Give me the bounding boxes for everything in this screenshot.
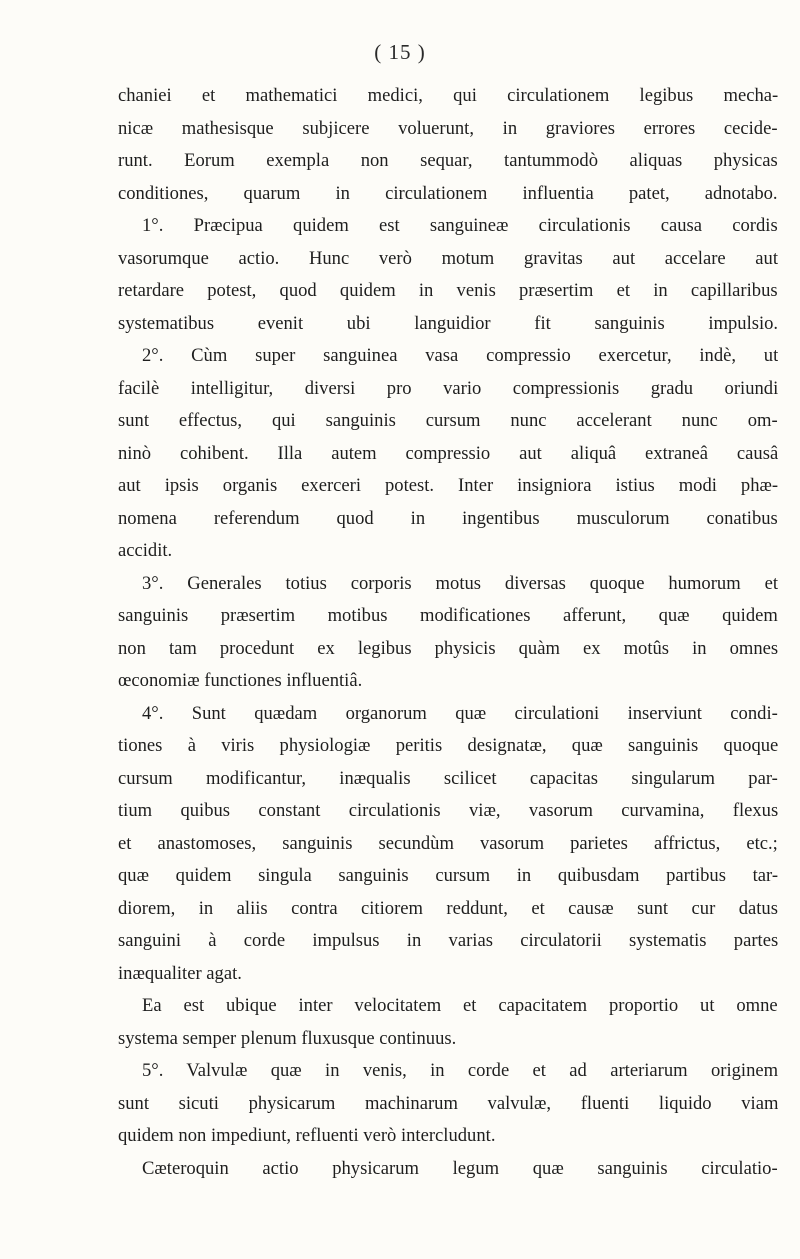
text-line: et anastomoses, sanguinis secundùm vasorum parietes affrictus, etc.; [118,832,778,854]
text-line: diorem, in aliis contra citiorem reddunt, et causæ sunt cur datus [118,897,778,919]
text-line: conditiones, quarum in circulationem influentia patet, adnotabo. [118,182,778,204]
text-line: sanguini à corde impulsus in varias circulatorii systematis partes [118,930,778,951]
text-line: 5°. Valvulæ quæ in venis, in corde et ad arteriarum originem [142,1060,778,1081]
text-line: sunt effectus, qui sanguinis cursum nunc accelerant nunc om- [118,410,778,431]
text-line: runt. Eorum exempla non sequar, tantummodò aliquas physicas [118,150,778,171]
text-line: œconomiæ functiones influentiâ. [118,670,363,691]
text-line: systematibus evenit ubi languidior fit sanguinis impulsio. [118,312,778,334]
text-line: cursum modificantur, inæqualis scilicet capacitas singularum par- [118,767,778,789]
text-line: 4°. Sunt quædam organorum quæ circulationi inserviunt condi- [142,702,778,724]
text-line: 3°. Generales totius corporis motus diversas quoque humorum et [142,572,778,594]
text-line: nomena referendum quod in ingentibus musculorum conatibus [118,507,778,529]
text-line: tium quibus constant circulationis viæ, vasorum curvamina, flexus [118,800,778,821]
text-line: quidem non impediunt, refluenti verò intercludunt. [118,1125,496,1146]
text-line: ninò cohibent. Illa autem compressio aut aliquâ extraneâ causâ [118,442,778,464]
text-line: systema semper plenum fluxusque continuus. [118,1027,457,1049]
text-line: sunt sicuti physicarum machinarum valvulæ, fluenti liquido viam [118,1092,778,1114]
text-line: Cæteroquin actio physicarum legum quæ sanguinis circulatio- [142,1157,778,1179]
text-line: Ea est ubique inter velocitatem et capacitatem proportio ut omne [142,995,778,1016]
text-line: quæ quidem singula sanguinis cursum in quibusdam partibus tar- [118,865,778,886]
page-number: ( 15 ) [374,40,426,64]
text-line: vasorumque actio. Hunc verò motum gravitas aut accelare aut [118,247,778,269]
text-line: chaniei et mathematici medici, qui circulationem legibus mecha- [118,85,778,106]
body-text [118,80,778,1185]
text-line: tiones à viris physiologiæ peritis designatæ, quæ sanguinis quoque [118,735,778,756]
text-line: non tam procedunt ex legibus physicis quàm ex motûs in omnes [118,637,778,659]
text-line: inæqualiter agat. [118,962,242,984]
text-line: aut ipsis organis exerceri potest. Inter insigniora istius modi phæ- [118,475,778,496]
text-line: 2°. Cùm super sanguinea vasa compressio exercetur, indè, ut [142,345,778,366]
text-line: facilè intelligitur, diversi pro vario compressionis gradu oriundi [118,377,778,399]
text-line: sanguinis præsertim motibus modificationes afferunt, quæ quidem [118,605,778,626]
text-line: accidit. [118,540,173,561]
text-line: nicæ mathesisque subjicere voluerunt, in graviores errores cecide- [118,117,778,139]
text-line: 1°. Præcipua quidem est sanguineæ circulationis causa cordis [142,215,778,236]
text-line: retardare potest, quod quidem in venis præsertim et in capillaribus [118,280,778,301]
